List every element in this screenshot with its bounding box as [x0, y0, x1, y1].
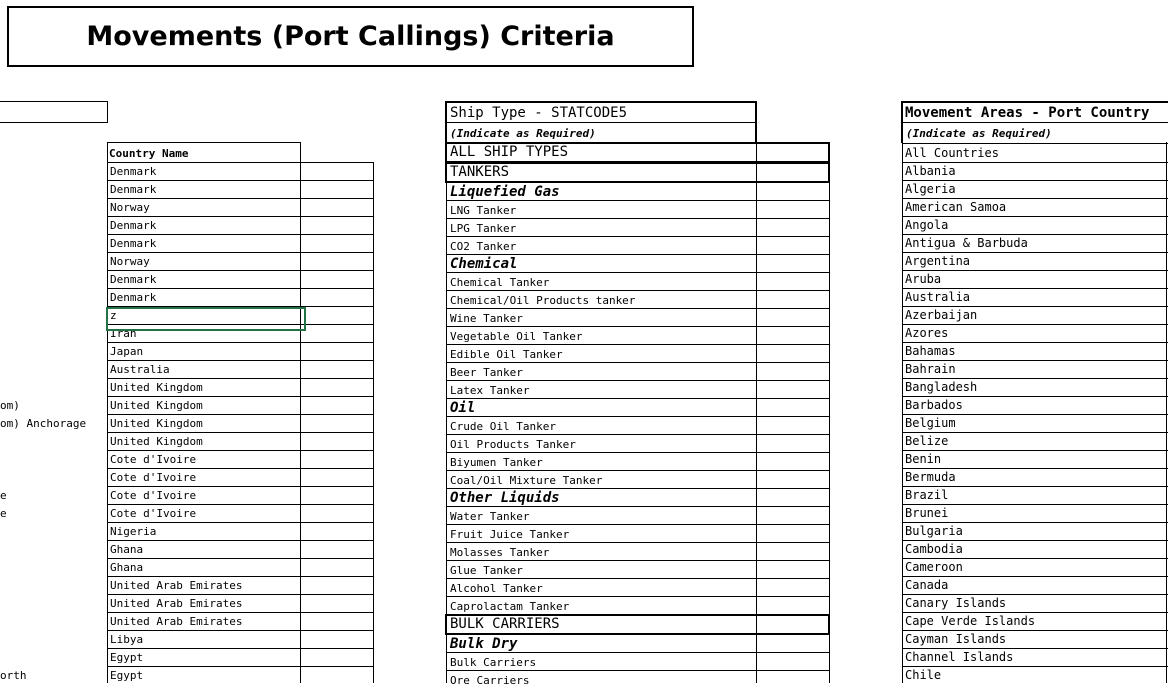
ship-category-label[interactable]: BULK CARRIERS: [450, 616, 560, 632]
country-list-item[interactable]: Albania: [905, 164, 956, 178]
country-list-item[interactable]: Canary Islands: [905, 596, 1007, 610]
ship-type-item[interactable]: Chemical/Oil Products tanker: [450, 294, 636, 307]
country-name-cell[interactable]: Iran: [110, 327, 137, 340]
table-row-divider: [300, 450, 374, 451]
table-row-divider: [300, 378, 374, 379]
table-row-divider: [300, 504, 374, 505]
country-list-item[interactable]: Barbados: [905, 398, 963, 412]
column-divider: [756, 615, 757, 635]
table-row-divider: [446, 506, 830, 507]
table-row-divider: [300, 612, 374, 613]
page-title: Movements (Port Callings) Criteria: [7, 6, 694, 67]
country-list-item[interactable]: Argentina: [905, 254, 971, 268]
country-name-cell[interactable]: United Arab Emirates: [110, 579, 243, 592]
country-list-item[interactable]: Algeria: [905, 182, 956, 196]
table-row-divider: [300, 342, 374, 343]
country-list-item[interactable]: Cape Verde Islands: [905, 614, 1036, 628]
country-list-item[interactable]: Azerbaijan: [905, 308, 978, 322]
country-name-cell[interactable]: United Arab Emirates: [110, 615, 243, 628]
ship-type-item[interactable]: Wine Tanker: [450, 312, 523, 325]
table-row-divider: [446, 578, 830, 579]
table-row-divider: [300, 522, 374, 523]
ship-subcategory-label[interactable]: Oil: [450, 400, 476, 416]
country-name-cell[interactable]: Denmark: [110, 237, 157, 250]
ship-type-item[interactable]: Biyumen Tanker: [450, 456, 543, 469]
country-name-cell[interactable]: Cote d'Ivoire: [110, 507, 197, 520]
table-row-divider: [300, 468, 374, 469]
table-row-divider: [446, 326, 830, 327]
column-divider: [756, 143, 757, 163]
country-list-item[interactable]: Cambodia: [905, 542, 963, 556]
selected-cell[interactable]: [106, 307, 306, 331]
port-name-cell[interactable]: e: [0, 489, 7, 502]
table-row-divider: [300, 252, 374, 253]
ship-subcategory-label[interactable]: Bulk Dry: [450, 636, 518, 652]
ship-type-item[interactable]: Fruit Juice Tanker: [450, 528, 570, 541]
country-list-item[interactable]: American Samoa: [905, 200, 1007, 214]
table-row-divider: [446, 308, 830, 309]
country-list-item[interactable]: Belgium: [905, 416, 956, 430]
ship-type-note: (Indicate as Required): [450, 127, 596, 140]
table-row-divider: [300, 558, 374, 559]
country-list-item[interactable]: Belize: [905, 434, 949, 448]
table-row-divider: [300, 576, 374, 577]
ship-type-item[interactable]: Edible Oil Tanker: [450, 348, 563, 361]
port-name-cell[interactable]: om) Anchorage: [0, 417, 87, 430]
ship-type-item[interactable]: Caprolactam Tanker: [450, 600, 570, 613]
ship-type-item[interactable]: Coal/Oil Mixture Tanker: [450, 474, 603, 487]
country-list-item[interactable]: Bermuda: [905, 470, 956, 484]
table-row-divider: [446, 560, 830, 561]
country-list-item[interactable]: Australia: [905, 290, 971, 304]
table-row-divider: [446, 524, 830, 525]
ship-type-item[interactable]: Glue Tanker: [450, 564, 523, 577]
country-name-cell[interactable]: Denmark: [110, 291, 157, 304]
table-row-divider: [446, 542, 830, 543]
country-name-cell[interactable]: United Arab Emirates: [110, 597, 243, 610]
country-list-item[interactable]: Cameroon: [905, 560, 963, 574]
table-row-divider: [300, 432, 374, 433]
table-row-divider: [446, 670, 830, 671]
country-list-item[interactable]: Brazil: [905, 488, 949, 502]
table-row-divider: [300, 666, 374, 667]
country-name-cell[interactable]: Denmark: [110, 273, 157, 286]
table-row-divider: [446, 362, 830, 363]
country-list-item[interactable]: Benin: [905, 452, 942, 466]
table-row-divider: [300, 360, 374, 361]
column-divider: [756, 163, 757, 183]
table-row-divider: [446, 596, 830, 597]
country-name-cell[interactable]: Denmark: [110, 219, 157, 232]
ship-type-item[interactable]: Latex Tanker: [450, 384, 530, 397]
country-name-cell[interactable]: Norway: [110, 201, 150, 214]
ship-type-item[interactable]: Oil Products Tanker: [450, 438, 576, 451]
country-list-item[interactable]: Bahamas: [905, 344, 956, 358]
table-row-divider: [446, 652, 830, 653]
country-name-cell[interactable]: Norway: [110, 255, 150, 268]
ship-subcategory-label[interactable]: Chemical: [450, 256, 518, 272]
table-row-divider: [300, 594, 374, 595]
table-row-divider: [446, 470, 830, 471]
table-row-divider: [300, 270, 374, 271]
country-name-cell[interactable]: United Kingdom: [110, 381, 203, 394]
port-name-cell[interactable]: orth: [0, 669, 27, 682]
port-name-cell[interactable]: om): [0, 399, 20, 412]
country-list-item[interactable]: Bulgaria: [905, 524, 963, 538]
country-name-cell[interactable]: Egypt: [110, 669, 144, 682]
country-name-cell[interactable]: Nigeria: [110, 525, 157, 538]
ship-subcategory-label[interactable]: Other Liquids: [450, 490, 560, 506]
country-name-cell[interactable]: Cote d'Ivoire: [110, 453, 197, 466]
table-row-divider: [300, 288, 374, 289]
table-row-divider: [446, 272, 830, 273]
ship-type-item[interactable]: Water Tanker: [450, 510, 530, 523]
ship-type-item[interactable]: LNG Tanker: [450, 204, 517, 217]
table-row-divider: [446, 236, 830, 237]
ship-type-header: Ship Type - STATCODE5: [450, 105, 628, 121]
country-name-header: Country Name: [109, 147, 189, 160]
table-row-divider: [446, 434, 830, 435]
country-name-cell[interactable]: Denmark: [110, 183, 157, 196]
table-row-divider: [300, 324, 374, 325]
table-row-divider: [300, 198, 374, 199]
country-name-cell[interactable]: Egypt: [110, 651, 144, 664]
country-name-cell[interactable]: United Kingdom: [110, 435, 203, 448]
table-row-divider: [300, 306, 374, 307]
ship-type-item[interactable]: LPG Tanker: [450, 222, 517, 235]
country-list-item[interactable]: All Countries: [905, 146, 999, 160]
table-row-divider: [300, 540, 374, 541]
table-row-divider: [300, 180, 374, 181]
country-list-item[interactable]: Aruba: [905, 272, 942, 286]
table-row-divider: [446, 452, 830, 453]
country-name-cell[interactable]: Ghana: [110, 561, 144, 574]
ship-type-item[interactable]: Vegetable Oil Tanker: [450, 330, 583, 343]
ship-type-item[interactable]: Chemical Tanker: [450, 276, 550, 289]
country-list-item[interactable]: Channel Islands: [905, 650, 1014, 664]
country-list-item[interactable]: Chile: [905, 668, 942, 682]
country-name-cell[interactable]: United Kingdom: [110, 417, 203, 430]
table-row-divider: [446, 200, 830, 201]
country-name-cell[interactable]: United Kingdom: [110, 399, 203, 412]
table-row-divider: [446, 344, 830, 345]
ship-type-item[interactable]: Beer Tanker: [450, 366, 523, 379]
country-list-item[interactable]: Bahrain: [905, 362, 956, 376]
ship-type-item[interactable]: Ore Carriers: [450, 674, 530, 687]
country-list-item[interactable]: Azores: [905, 326, 949, 340]
country-list-item[interactable]: Angola: [905, 218, 949, 232]
table-row-divider: [300, 648, 374, 649]
table-row-divider: [300, 234, 374, 235]
table-row-divider: [446, 416, 830, 417]
table-row-divider: [446, 380, 830, 381]
ship-type-item[interactable]: Molasses Tanker: [450, 546, 550, 559]
country-list-item[interactable]: Antigua & Barbuda: [905, 236, 1028, 250]
ship-type-item[interactable]: Alcohol Tanker: [450, 582, 543, 595]
country-name-cell[interactable]: Libya: [110, 633, 144, 646]
port-name-cell[interactable]: e: [0, 507, 7, 520]
country-name-cell[interactable]: z: [110, 309, 117, 322]
table-row-divider: [300, 630, 374, 631]
table-row-divider: [446, 218, 830, 219]
table-row-divider: [300, 396, 374, 397]
country-name-cell[interactable]: Denmark: [110, 165, 157, 178]
country-list-item[interactable]: Cayman Islands: [905, 632, 1007, 646]
country-name-cell[interactable]: Japan: [110, 345, 144, 358]
country-list-item[interactable]: Brunei: [905, 506, 949, 520]
country-name-cell[interactable]: Cote d'Ivoire: [110, 471, 197, 484]
table-row-divider: [446, 290, 830, 291]
ship-subcategory-label[interactable]: Liquefied Gas: [450, 184, 560, 200]
table-row-divider: [300, 216, 374, 217]
ship-category-label[interactable]: TANKERS: [450, 164, 510, 180]
ship-type-item[interactable]: CO2 Tanker: [450, 240, 517, 253]
movement-areas-header: Movement Areas - Port Country: [905, 105, 1150, 121]
table-row-divider: [300, 162, 374, 163]
table-row-divider: [300, 486, 374, 487]
ship-category-label[interactable]: ALL SHIP TYPES: [450, 144, 569, 160]
country-name-cell[interactable]: Cote d'Ivoire: [110, 489, 197, 502]
movement-areas-note: (Indicate as Required): [906, 127, 1052, 140]
country-list-item[interactable]: Canada: [905, 578, 949, 592]
country-name-cell[interactable]: Ghana: [110, 543, 144, 556]
ship-type-item[interactable]: Bulk Carriers: [450, 656, 537, 669]
country-name-cell[interactable]: Australia: [110, 363, 170, 376]
table-row-divider: [300, 414, 374, 415]
country-list-item[interactable]: Bangladesh: [905, 380, 978, 394]
ship-type-item[interactable]: Crude Oil Tanker: [450, 420, 556, 433]
